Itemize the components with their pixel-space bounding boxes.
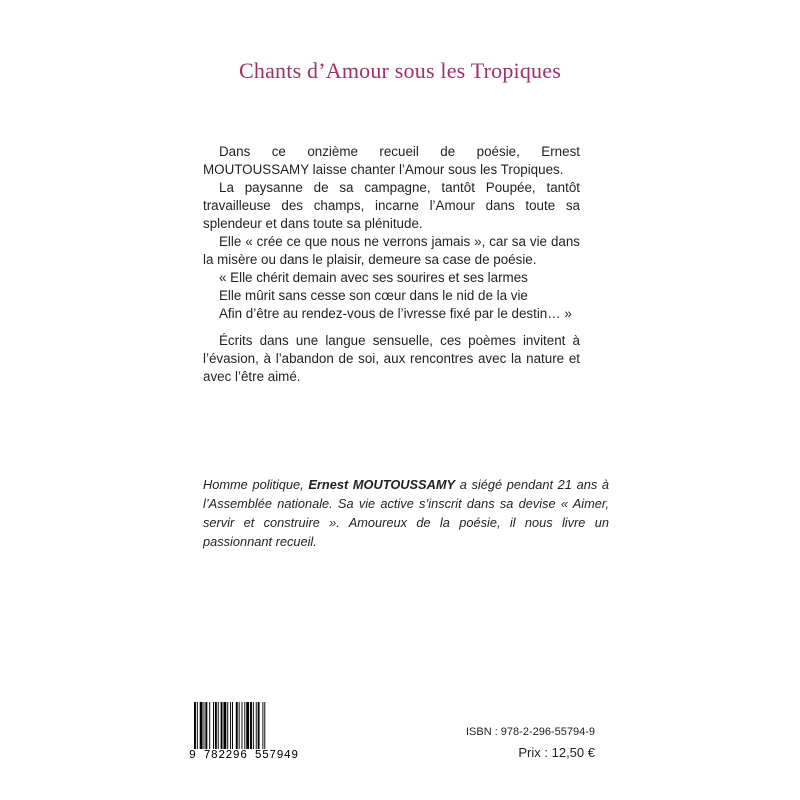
author-name: Ernest MOUTOUSSAMY xyxy=(308,477,456,492)
poem-quote-line: Afin d’être au rendez-vous de l’ivresse fixé par le destin… » xyxy=(219,306,572,321)
author-bio xyxy=(203,475,609,551)
poem-quote-line: Elle mûrit sans cesse son cœur dans le nid de la vie xyxy=(219,288,528,303)
barcode xyxy=(192,702,292,776)
back-cover-summary xyxy=(203,143,580,386)
summary-paragraph: La paysanne de sa campagne, tantôt Poupée, tantôt travailleuse des champs, incarne l’Amour dans toute sa splendeur et dans toute sa plénitude. xyxy=(203,180,580,231)
poem-quote-line: « Elle chérit demain avec ses sourires et ses larmes xyxy=(219,270,528,285)
summary-paragraph: Dans ce onzième recueil de poésie, Ernest MOUTOUSSAMY laisse chanter l’Amour sous les Tropiques. xyxy=(203,144,580,177)
summary-paragraph: Écrits dans une langue sensuelle, ces poèmes invitent à l’évasion, à l’abandon de soi, aux rencontres avec la nature et avec l’être aimé. xyxy=(203,333,580,384)
isbn: ISBN : 978-2-296-55794-9 xyxy=(465,726,595,738)
bio-text: Homme politique, xyxy=(203,477,309,492)
price: Prix : 12,50 € xyxy=(518,745,595,760)
bio-text: a siégé pendant 21 ans à l’Assemblée nationale. Sa vie active s’inscrit dans sa devise « Aimer, servir et construire ». Amoureux de la poésie, il nous livre un passionnant recueil. xyxy=(203,477,610,549)
book-title: Chants d’Amour sous les Tropiques xyxy=(239,58,561,83)
barcode-icon xyxy=(192,702,292,752)
barcode-digits: 9 782296 557949 xyxy=(189,749,299,762)
summary-paragraph: Elle « crée ce que nous ne verrons jamais », car sa vie dans la misère ou dans le plaisir, demeure sa case de poésie. xyxy=(203,234,580,267)
